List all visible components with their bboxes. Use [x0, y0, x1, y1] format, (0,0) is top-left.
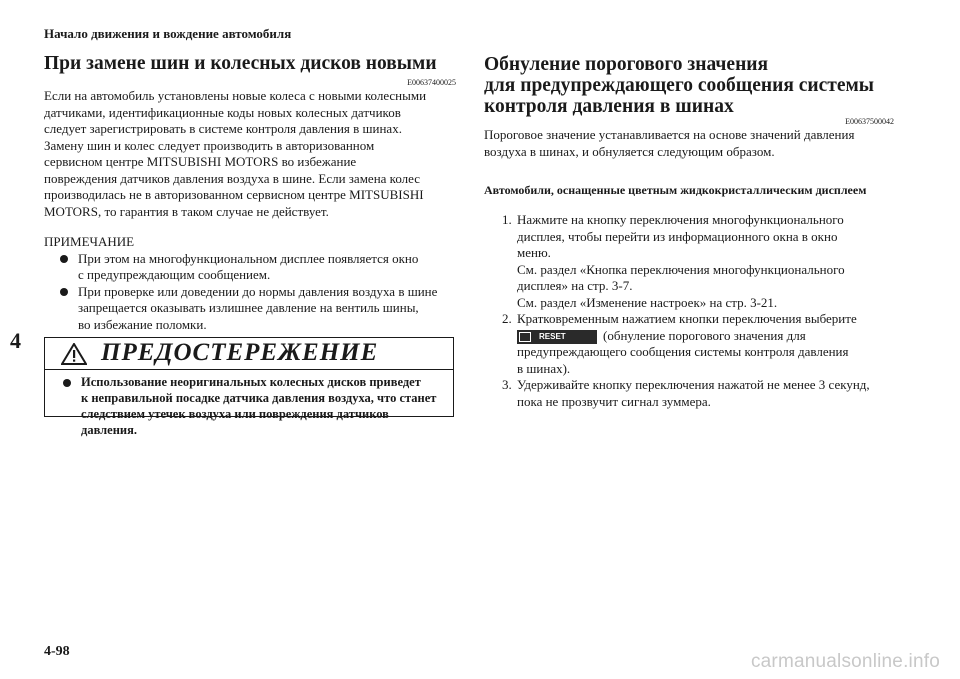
right-title-line: контроля давления в шинах [484, 96, 734, 117]
warning-line: Использование неоригинальных колесных дисков приведет [81, 375, 421, 389]
warning-line: следствием утечек воздуха или повреждения датчиков давления. [81, 407, 389, 437]
step-number: 1. [502, 212, 512, 227]
step-line: См. раздел «Кнопка переключения многофункционального [517, 261, 845, 277]
step-line: дисплея» на стр. 3-7. [517, 278, 633, 293]
step-item [484, 377, 894, 410]
watermark: carmanualsonline.info [750, 651, 940, 672]
step-number: 3. [502, 377, 512, 392]
right-code: E00637500042 [845, 117, 894, 126]
section-tab: 4 [10, 328, 21, 353]
para-line: сервисном центре MITSUBISHI MOTORS во избежание [44, 154, 357, 169]
right-title-line: для предупреждающего сообщения системы [484, 75, 875, 96]
warning-header [45, 338, 453, 370]
step-number: 2. [502, 311, 512, 326]
step-line: пока не прозвучит сигнал зуммера. [517, 393, 711, 409]
warning-line: к неправильной посадке датчика давления воздуха, что станет [81, 391, 437, 405]
note-line: При проверке или доведении до нормы давления воздуха в шине [78, 283, 438, 299]
para-line: Если на автомобиль установлены новые колеса с новыми колесными [44, 88, 427, 103]
intro-line: воздуха в шинах, и обнуляется следующим образом. [484, 143, 775, 159]
step-line: (обнуление порогового значения для [603, 327, 806, 343]
steps-list [484, 212, 894, 410]
para-line: MOTORS, то гарантия в таком случае не действует. [44, 203, 329, 219]
left-column [44, 50, 456, 333]
left-paragraph [44, 88, 456, 220]
left-code: E00637400025 [407, 78, 456, 87]
step-item [484, 212, 894, 311]
reset-label: RESET [539, 331, 566, 341]
intro-line: Пороговое значение устанавливается на основе значений давления [484, 127, 855, 142]
step-line: в шинах). [517, 360, 571, 376]
para-line: повреждения датчиков давления воздуха в шине. Если замена колес [44, 170, 421, 186]
step-line-with-button [517, 328, 894, 345]
note-line: с предупреждающим сообщением. [78, 267, 271, 282]
step-line: Удерживайте кнопку переключения нажатой не менее 3 секунд, [517, 377, 870, 392]
note-line: во избежание поломки. [78, 316, 207, 332]
step-line: Нажмите на кнопку переключения многофункционального [517, 212, 844, 227]
para-line: производилась не в авторизованном сервисном центре MITSUBISHI [44, 187, 424, 202]
page-number: 4-98 [44, 644, 70, 659]
reset-menu-button [517, 330, 597, 344]
note-line: При этом на многофункциональном дисплее появляется окно [78, 250, 419, 266]
note-list [44, 251, 456, 334]
warning-body [45, 370, 453, 438]
para-line: следует зарегистрировать в системе контроля давления в шинах. [44, 121, 402, 136]
para-line: датчиками, идентификационные коды новых колесных датчиков [44, 104, 401, 120]
bullet-dot-icon [60, 255, 68, 263]
bullet-dot-icon [63, 379, 71, 387]
warning-title: ПРЕДОСТЕРЕЖЕНИЕ [101, 339, 379, 366]
left-title: При замене шин и колесных дисков новыми [44, 53, 437, 74]
step-line: Кратковременным нажатием кнопки переключения выберите [517, 311, 857, 326]
note-item [44, 284, 456, 334]
right-subheading: Автомобили, оснащенные цветным жидкокристаллическим дисплеем [484, 183, 867, 197]
note-title: ПРИМЕЧАНИЕ [44, 234, 135, 249]
running-header: Начало движения и вождение автомобиля [44, 26, 292, 41]
step-line: дисплея, чтобы перейти из информационного окна в окно [517, 228, 838, 244]
note-item [44, 251, 456, 284]
right-column [484, 54, 894, 410]
warning-box [44, 337, 454, 437]
step-line: предупреждающего сообщения системы контроля давления [517, 344, 849, 359]
right-title [484, 54, 894, 117]
step-item [484, 311, 894, 377]
step-line: См. раздел «Изменение настроек» на стр. 3-21. [517, 294, 778, 310]
reset-icon [519, 332, 531, 342]
right-title-line: Обнуление порогового значения [484, 54, 769, 75]
step-line: меню. [517, 245, 551, 260]
note-line: запрещается оказывать излишнее давление на вентиль шины, [78, 300, 419, 315]
right-intro [484, 127, 894, 160]
warning-triangle-icon [61, 343, 87, 365]
bullet-dot-icon [60, 288, 68, 296]
para-line: Замену шин и колес следует производить в авторизованном [44, 137, 375, 153]
